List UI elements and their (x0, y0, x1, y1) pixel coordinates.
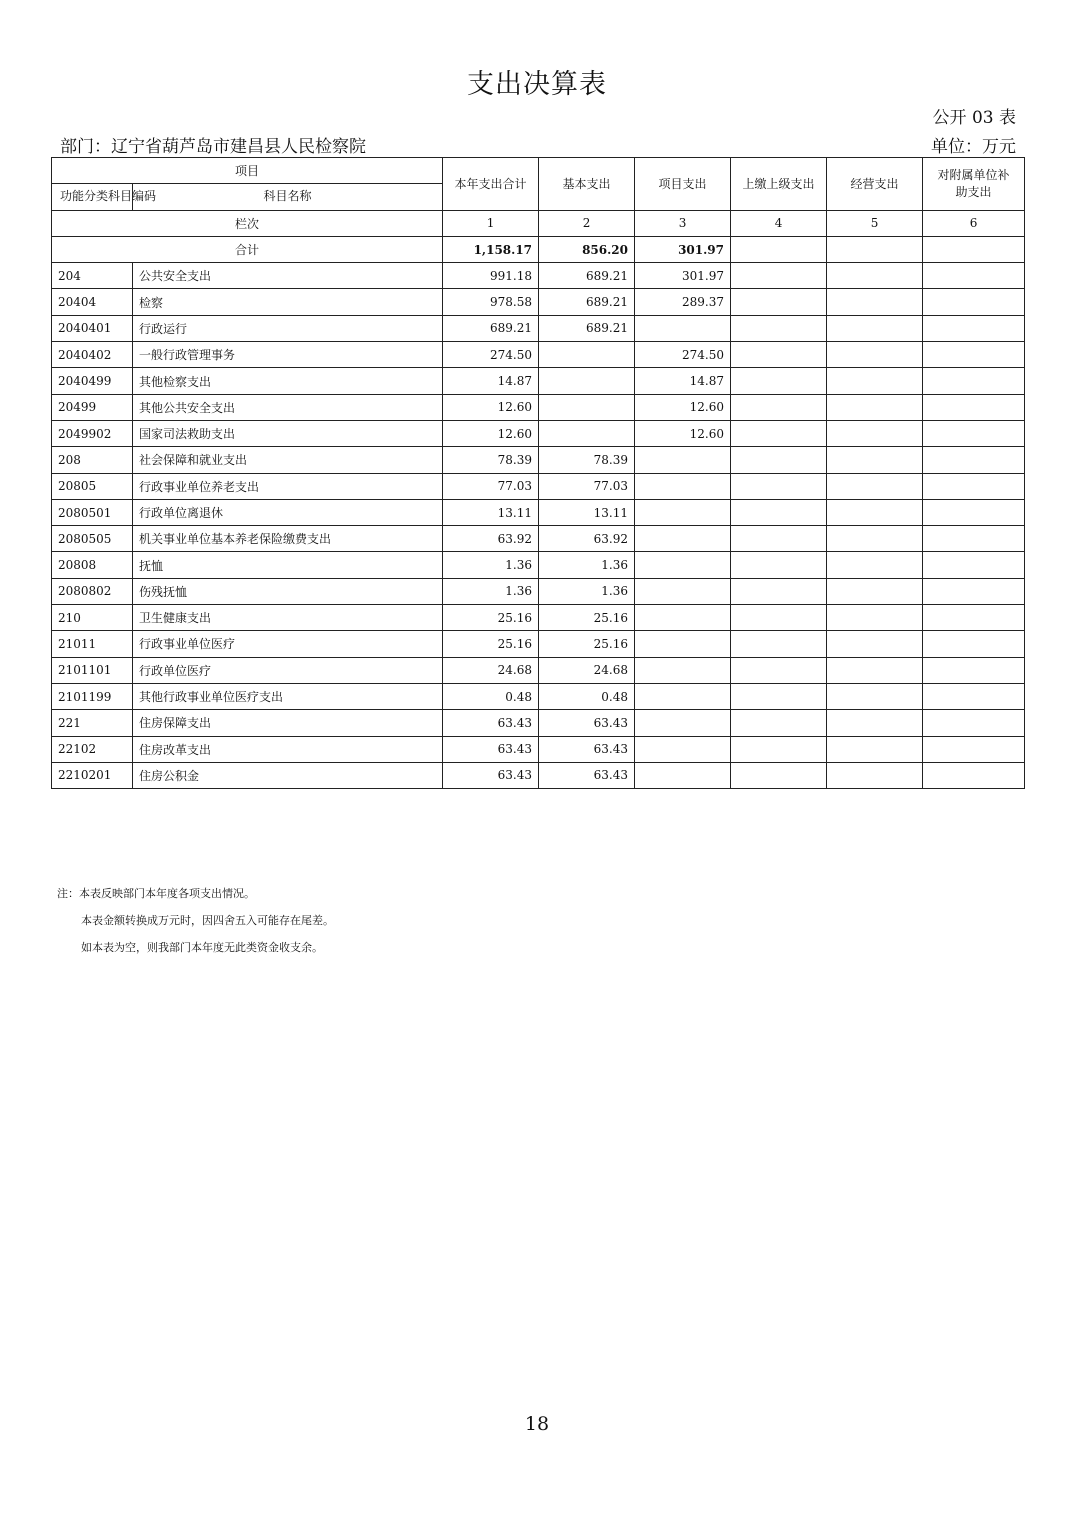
row-code: 2101101 (52, 657, 133, 683)
row-value (731, 263, 827, 289)
row-value (827, 342, 923, 368)
row-value: 689.21 (539, 315, 635, 341)
header-upper: 上缴上级支出 (731, 158, 827, 211)
row-code: 2040499 (52, 368, 133, 394)
row-value (731, 368, 827, 394)
page-title: 支出决算表 (467, 69, 607, 100)
column-index: 6 (923, 210, 1025, 236)
row-value (539, 420, 635, 446)
row-code: 210 (52, 605, 133, 631)
table-row (52, 342, 1025, 368)
row-value (827, 657, 923, 683)
header-project: 项目 (52, 158, 443, 184)
row-value: 12.60 (443, 420, 539, 446)
row-value (827, 447, 923, 473)
row-value (635, 762, 731, 788)
table-row (52, 263, 1025, 289)
row-value (731, 762, 827, 788)
row-value (923, 499, 1025, 525)
total-value: 1,158.17 (443, 236, 539, 262)
row-name: 伤残抚恤 (133, 578, 443, 604)
row-value (539, 368, 635, 394)
row-value (731, 657, 827, 683)
row-code: 2080802 (52, 578, 133, 604)
table-row (52, 605, 1025, 631)
row-value (923, 605, 1025, 631)
row-name: 住房公积金 (133, 762, 443, 788)
row-value (635, 578, 731, 604)
row-value (827, 420, 923, 446)
row-value: 63.43 (443, 762, 539, 788)
column-index: 4 (731, 210, 827, 236)
row-code: 20404 (52, 289, 133, 315)
row-name: 住房保障支出 (133, 710, 443, 736)
table-row (52, 499, 1025, 525)
row-value (827, 631, 923, 657)
row-name: 卫生健康支出 (133, 605, 443, 631)
column-index: 3 (635, 210, 731, 236)
row-value (827, 762, 923, 788)
row-code: 204 (52, 263, 133, 289)
row-value (827, 552, 923, 578)
row-value (923, 473, 1025, 499)
row-code: 221 (52, 710, 133, 736)
row-value: 1.36 (443, 552, 539, 578)
row-value (923, 315, 1025, 341)
table-row (52, 736, 1025, 762)
row-value: 63.92 (539, 526, 635, 552)
row-value (923, 736, 1025, 762)
row-name: 其他行政事业单位医疗支出 (133, 683, 443, 709)
table-row (52, 526, 1025, 552)
row-value: 78.39 (539, 447, 635, 473)
row-name: 社会保障和就业支出 (133, 447, 443, 473)
header-basic: 基本支出 (539, 158, 635, 211)
row-value (731, 315, 827, 341)
row-value (827, 736, 923, 762)
row-name: 公共安全支出 (133, 263, 443, 289)
row-value: 63.43 (443, 710, 539, 736)
row-value: 24.68 (539, 657, 635, 683)
total-value (827, 236, 923, 262)
row-value: 24.68 (443, 657, 539, 683)
row-value (635, 631, 731, 657)
total-label: 合计 (52, 236, 443, 262)
row-value (827, 394, 923, 420)
row-value: 274.50 (635, 342, 731, 368)
row-value: 77.03 (443, 473, 539, 499)
row-value (923, 683, 1025, 709)
row-value (923, 447, 1025, 473)
row-value (827, 368, 923, 394)
row-value (731, 552, 827, 578)
table-row (52, 657, 1025, 683)
row-value (923, 289, 1025, 315)
row-value (923, 526, 1025, 552)
row-value: 14.87 (443, 368, 539, 394)
row-name: 国家司法救助支出 (133, 420, 443, 446)
row-code: 2101199 (52, 683, 133, 709)
row-value (827, 473, 923, 499)
column-index: 5 (827, 210, 923, 236)
row-value (923, 420, 1025, 446)
column-index: 1 (443, 210, 539, 236)
row-name: 行政事业单位养老支出 (133, 473, 443, 499)
row-value (923, 631, 1025, 657)
row-value: 0.48 (443, 683, 539, 709)
row-code: 21011 (52, 631, 133, 657)
row-value (923, 552, 1025, 578)
row-value (731, 499, 827, 525)
row-value: 991.18 (443, 263, 539, 289)
row-value (731, 447, 827, 473)
table-row (52, 473, 1025, 499)
row-value (635, 526, 731, 552)
note-line: 本表金额转换成万元时，因四舍五入可能存在尾差。 (81, 914, 334, 927)
row-value (635, 605, 731, 631)
row-code: 20499 (52, 394, 133, 420)
header-project-expenditure: 项目支出 (635, 158, 731, 211)
row-value: 1.36 (443, 578, 539, 604)
row-value: 63.43 (443, 736, 539, 762)
table-row (52, 762, 1025, 788)
row-name: 其他公共安全支出 (133, 394, 443, 420)
form-number: 公开 03 表 (932, 108, 1016, 128)
header-name: 科目名称 (133, 184, 443, 210)
row-value: 301.97 (635, 263, 731, 289)
row-value (827, 499, 923, 525)
row-value: 1.36 (539, 552, 635, 578)
row-value (731, 605, 827, 631)
row-code: 2080501 (52, 499, 133, 525)
row-value: 689.21 (443, 315, 539, 341)
row-value: 689.21 (539, 263, 635, 289)
column-index-label: 栏次 (52, 210, 443, 236)
row-value: 12.60 (635, 420, 731, 446)
row-value: 25.16 (443, 605, 539, 631)
row-code: 22102 (52, 736, 133, 762)
row-value: 689.21 (539, 289, 635, 315)
row-value (923, 368, 1025, 394)
table-row (52, 631, 1025, 657)
page-number: 18 (524, 1413, 550, 1435)
row-value: 63.43 (539, 762, 635, 788)
row-value (635, 447, 731, 473)
row-name: 一般行政管理事务 (133, 342, 443, 368)
row-code: 2080505 (52, 526, 133, 552)
row-value: 14.87 (635, 368, 731, 394)
row-value (731, 683, 827, 709)
row-value (827, 526, 923, 552)
row-value: 274.50 (443, 342, 539, 368)
notes (57, 880, 334, 961)
row-code: 20805 (52, 473, 133, 499)
row-value (827, 289, 923, 315)
table-row (52, 447, 1025, 473)
table-row (52, 683, 1025, 709)
row-code: 2049902 (52, 420, 133, 446)
row-value (827, 605, 923, 631)
row-value: 1.36 (539, 578, 635, 604)
row-value (731, 736, 827, 762)
row-value (827, 710, 923, 736)
total-value (731, 236, 827, 262)
header-code: 功能分类科目编码 (52, 184, 133, 210)
row-value: 78.39 (443, 447, 539, 473)
row-value (923, 762, 1025, 788)
header-subsidy: 对附属单位补助支出 (923, 158, 1025, 211)
table-row (52, 368, 1025, 394)
row-value (731, 420, 827, 446)
row-value (923, 394, 1025, 420)
row-name: 行政单位离退休 (133, 499, 443, 525)
row-value (539, 342, 635, 368)
row-value (731, 631, 827, 657)
row-name: 行政运行 (133, 315, 443, 341)
total-value: 301.97 (635, 236, 731, 262)
row-value: 13.11 (539, 499, 635, 525)
row-value (827, 315, 923, 341)
row-value (539, 394, 635, 420)
total-value: 856.20 (539, 236, 635, 262)
row-name: 机关事业单位基本养老保险缴费支出 (133, 526, 443, 552)
row-name: 住房改革支出 (133, 736, 443, 762)
table-row (52, 289, 1025, 315)
row-value (731, 710, 827, 736)
row-value: 25.16 (443, 631, 539, 657)
row-value: 25.16 (539, 605, 635, 631)
department-label: 部门：辽宁省葫芦岛市建昌县人民检察院 (60, 137, 366, 157)
table-row (52, 394, 1025, 420)
expenditure-table (51, 157, 1025, 789)
table-row (52, 710, 1025, 736)
row-value: 289.37 (635, 289, 731, 315)
row-value (827, 263, 923, 289)
row-name: 抚恤 (133, 552, 443, 578)
row-value (923, 263, 1025, 289)
row-value (635, 315, 731, 341)
row-value (923, 710, 1025, 736)
row-value (635, 473, 731, 499)
row-value (827, 683, 923, 709)
note-line: 如本表为空，则我部门本年度无此类资金收支余。 (81, 941, 323, 954)
row-value (731, 526, 827, 552)
row-name: 其他检察支出 (133, 368, 443, 394)
row-value (635, 657, 731, 683)
row-value: 77.03 (539, 473, 635, 499)
row-value: 25.16 (539, 631, 635, 657)
table-row (52, 420, 1025, 446)
row-name: 行政单位医疗 (133, 657, 443, 683)
header-total: 本年支出合计 (443, 158, 539, 211)
row-value (635, 710, 731, 736)
table-row (52, 315, 1025, 341)
row-value (923, 657, 1025, 683)
row-value: 63.43 (539, 736, 635, 762)
table-row (52, 578, 1025, 604)
row-value: 63.92 (443, 526, 539, 552)
row-value: 0.48 (539, 683, 635, 709)
row-value: 12.60 (635, 394, 731, 420)
row-value (635, 683, 731, 709)
row-code: 2210201 (52, 762, 133, 788)
row-code: 2040402 (52, 342, 133, 368)
row-value (731, 394, 827, 420)
row-code: 208 (52, 447, 133, 473)
column-index: 2 (539, 210, 635, 236)
row-value: 63.43 (539, 710, 635, 736)
row-name: 行政事业单位医疗 (133, 631, 443, 657)
row-value (635, 499, 731, 525)
table-row (52, 552, 1025, 578)
row-value (731, 473, 827, 499)
row-name: 检察 (133, 289, 443, 315)
row-value (635, 736, 731, 762)
unit-label: 单位：万元 (931, 137, 1016, 157)
row-value: 12.60 (443, 394, 539, 420)
row-value: 13.11 (443, 499, 539, 525)
row-value (635, 552, 731, 578)
row-code: 20808 (52, 552, 133, 578)
row-value (731, 289, 827, 315)
row-code: 2040401 (52, 315, 133, 341)
note-line: 注：本表反映部门本年度各项支出情况。 (57, 887, 255, 900)
row-value (827, 578, 923, 604)
total-value (923, 236, 1025, 262)
row-value (731, 578, 827, 604)
row-value (731, 342, 827, 368)
header-business: 经营支出 (827, 158, 923, 211)
row-value (923, 342, 1025, 368)
row-value (923, 578, 1025, 604)
row-value: 978.58 (443, 289, 539, 315)
